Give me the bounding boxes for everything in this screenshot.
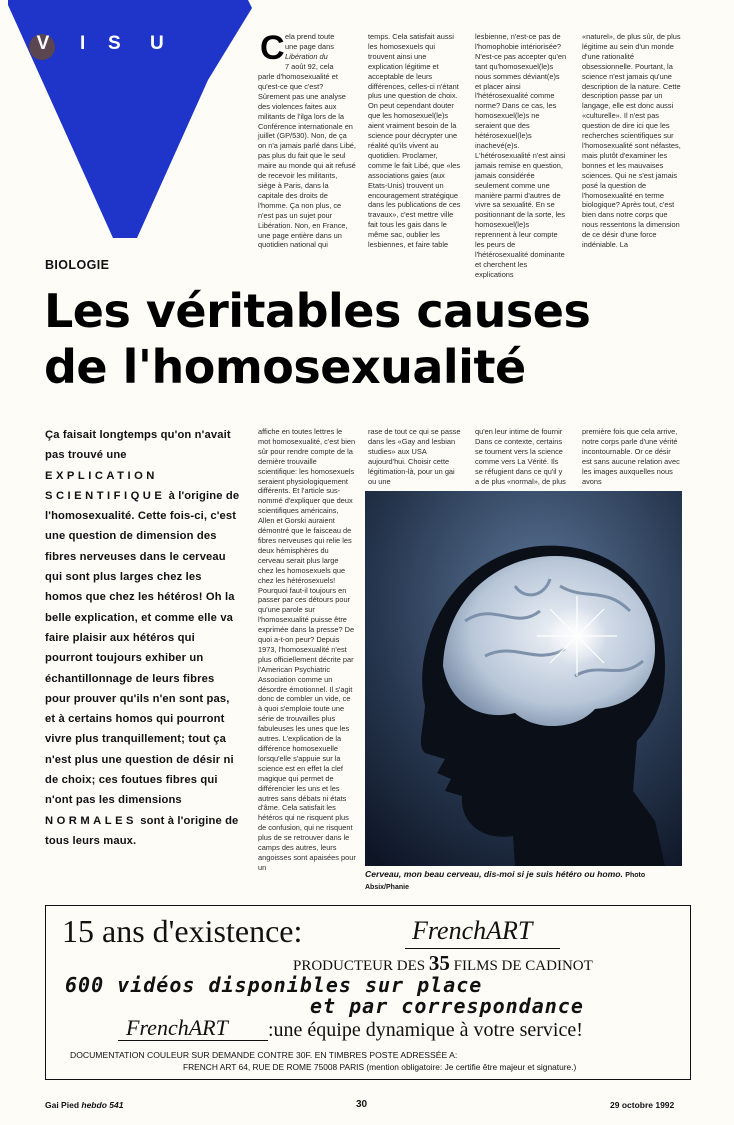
headline-line-1: Les véritables causes <box>44 284 591 338</box>
lead-text-part3: sont à l'origine de tous leurs maux. <box>45 814 239 847</box>
top-col3-text: lesbienne, n'est-ce pas de l'homophobie intériorisée? N'est-ce pas accepter qu'en tant qu'homosexuel(le)s nous sommes déviant(e)s et placer ainsi l'hétérosexualité comme norme? Dans ce cas, les homosexuel(le)s ne seraient que des hétérosexuel(le)s inachevé(e)s. L'hétérosexualité n'est ainsi jamais remise en question, jamais considérée seulement comme une manière parmi d'autres de vivre sa sexualité. En se positionnant de la sorte, les homosexuel(le)s reprennent à leur compte les peurs de l'hétérosexualité dominante et cherchent les explications <box>475 32 567 279</box>
mid-col4-text: première fois que cela arrive, notre corps parle d'une vérité incontournable. Or ce désir est sans aucune relation avec les images auxquelles nous avons <box>582 427 680 486</box>
lead-text-part1: Ça faisait longtemps qu'on n'avait pas trouvé une <box>45 429 231 462</box>
producer-pre: PRODUCTEUR DES <box>293 958 426 974</box>
headline-line-2: de l'homosexualité <box>44 340 526 394</box>
footer-publication <box>45 1100 123 1110</box>
logo-letter-i: I <box>80 33 86 54</box>
ad-brand-signature-2: FrenchART <box>126 1015 228 1040</box>
lead-text-part2: à l'origine de l'homosexualité. Cette fois-ci, c'est une question de dimension des fibres nerveuses dans le cerveau qui sont plus larges chez les homos que chez les hétéros! Oh la belle explication, et comme elle va faire plaisir aux hétéros qui pourront toujours exhiber un échantillonnage de leurs fibres pour prouver qu'ils n'en sont pas, et à certains homos qui pourront vivre plus tranquillement; tout ça n'est plus une question de désir ni de choix; ces foutues fibres qui n'ont pas les dimensions <box>45 489 240 807</box>
intro-line: une page dans <box>285 41 334 51</box>
logo-letter-s: S <box>108 33 121 54</box>
publication-name: Gai Pied <box>45 1100 80 1110</box>
mid-col1-text: affiche en toutes lettres le mot homosexualité, c'est bien sûr pour rendre compte de la dernière trouvaille scientifique: les homosexuels seraient physiologiquement différents. Et l'article sus-nommé d'expliquer que deux scientifiques américains, Allen et Gorski auraient démontré que le faisceau de fibres nerveuses qui relie les deux hémisphères du cerveau serait plus large chez les homosexuels que chez les hétérosexuels! Pourquoi faut-il toujours en passer par ces détours pour qu'une parole sur l'homosexualité puisse être exprimée dans la presse? De quoi a-t-on peur? Depuis 1973, l'homosexualité n'est plus officiellement décrite par l'American Psychiatric Association comme un désordre émotionnel. Il s'agit donc de combler un vide, ce à quoi s'emploie toute une série de trouvailles plus fabuleuses les unes que les autres. L'explication de la différence homosexuelle lorsqu'elle s'appuie sur la science est en effet la clef magique qui permet de différencier les uns et les autres sans débats ni états d'âme. Cela satisfait les hétéros qui ne risquent plus de confusion, qui ne risquent plus de se retrouver dans le camps des autres, leurs angoisses sont apaisées pour un <box>258 427 356 872</box>
ad-address-line: FRENCH ART 64, RUE DE ROME 75008 PARIS (mention obligatoire: Je certifie être majeur et signature.) <box>183 1062 577 1072</box>
brand-underline-2 <box>118 1040 268 1041</box>
logo-letter-u: U <box>150 33 164 54</box>
intro-line: ela prend toute <box>285 32 335 41</box>
ad-team-tagline: :une équipe dynamique à votre service! <box>268 1019 583 1041</box>
top-col2-text: temps. Cela satisfait aussi les homosexuels qui trouvent ainsi une explication légitime et acceptable de leurs différences, celles-ci n'étant plus une question de choix. On peut cependant douter que les homosexuel(le)s aient vraiment besoin de la science pour décrypter une réalité qu'ils vivent au quotidien. Proclamer, comme le fait Libé, que «les associations gaies (aux Etats-Unis) trouvent un encouragement stratégique dans les publications de ces travaux», c'est mettre ville fait tous les gais dans le même sac, oublier les lesbiennes, et faire table <box>368 32 461 250</box>
ad-doc-line: DOCUMENTATION COULEUR SUR DEMANDE CONTRE 30F. EN TIMBRES POSTE ADRESSÉE A: <box>70 1050 458 1060</box>
top-col1-text: parle d'homosexualité et qu'est-ce que c'est? Sûrement pas une analyse des violences faites aux militants de l'ilga lors de la Conférence internationale en juillet (GP/530). Non, de ça on n'a jamais parlé dans Libé, pas plus du fait que le seul maire au monde qui ait refusé de recevoir les militants, siège à Paris, dans la capitale des droits de l'homme. Ça non plus, ce n'est pas un sujet pour Libération. Non, en France, une page entière dans un quotidien national qui <box>258 72 356 250</box>
photo-credit: Photo Absix/Phanie <box>365 872 646 891</box>
ad-videos-line-1: 600 vidéos disponibles sur place <box>65 973 483 997</box>
brand-underline <box>405 948 560 949</box>
caption-text: Cerveau, mon beau cerveau, dis-moi si je suis hétéro ou homo. <box>365 869 623 879</box>
ad-videos-line-2: et par correspondance <box>310 994 584 1018</box>
lead-paragraph <box>45 425 240 851</box>
mid-col3-text: qu'en leur intime de fournir Dans ce contexte, certains se tournent vers la science comme vers La Vérité. Ils se réfugient dans ce qu'il y a de plus «normal», de plus <box>475 427 566 486</box>
headline <box>44 283 704 395</box>
intro-line: Libération du <box>285 51 328 61</box>
drop-cap: C <box>260 29 285 67</box>
issue-number: hebdo 541 <box>81 1100 124 1110</box>
brain-photo <box>365 491 682 866</box>
footer-date: 29 octobre 1992 <box>610 1100 675 1110</box>
ad-brand-signature: FrenchART <box>412 916 533 945</box>
top-col4-text: «naturel», de plus sûr, de plus légitime au sein d'un monde d'une rationalité obsessionnelle. Pourtant, la science n'est jamais qu'une description de la nature. Cette description passe par un langage, elle est donc aussi «culturelle». Il n'est pas question de dire ici que les recherches scientifiques sur l'homosexualité sont néfastes, mais plutôt d'examiner les bonnes et les mauvaises sciences. Qui ne s'est jamais posé la question de l'homosexualité en terme biologique? Après tout, c'est bien dans notre corps que nous ressentons la dimension de ce désir d'une force indéniable. La <box>582 32 681 250</box>
intro-line: 7 août 92, cela <box>285 61 334 71</box>
mid-col2-text: rase de tout ce qui se passe dans les «Gay and lesbian studies» aux USA aujourd'hui. Choisir cette légitimation-là, pour un gai ou une <box>368 427 461 486</box>
lead-spaced-normales: NORMALES <box>45 814 138 827</box>
section-label: BIOLOGIE <box>45 258 110 272</box>
photo-caption <box>365 869 682 893</box>
producer-post: FILMS DE CADINOT <box>453 958 593 974</box>
producer-number: 35 <box>428 951 450 975</box>
top-col1-intro <box>285 32 355 72</box>
page-number: 30 <box>356 1099 368 1110</box>
logo-letter-v: V <box>36 33 50 54</box>
ad-headline: 15 ans d'existence: <box>62 913 303 949</box>
lead-spaced-explication: EXPLICATION SCIENTIFIQUE <box>45 469 166 502</box>
